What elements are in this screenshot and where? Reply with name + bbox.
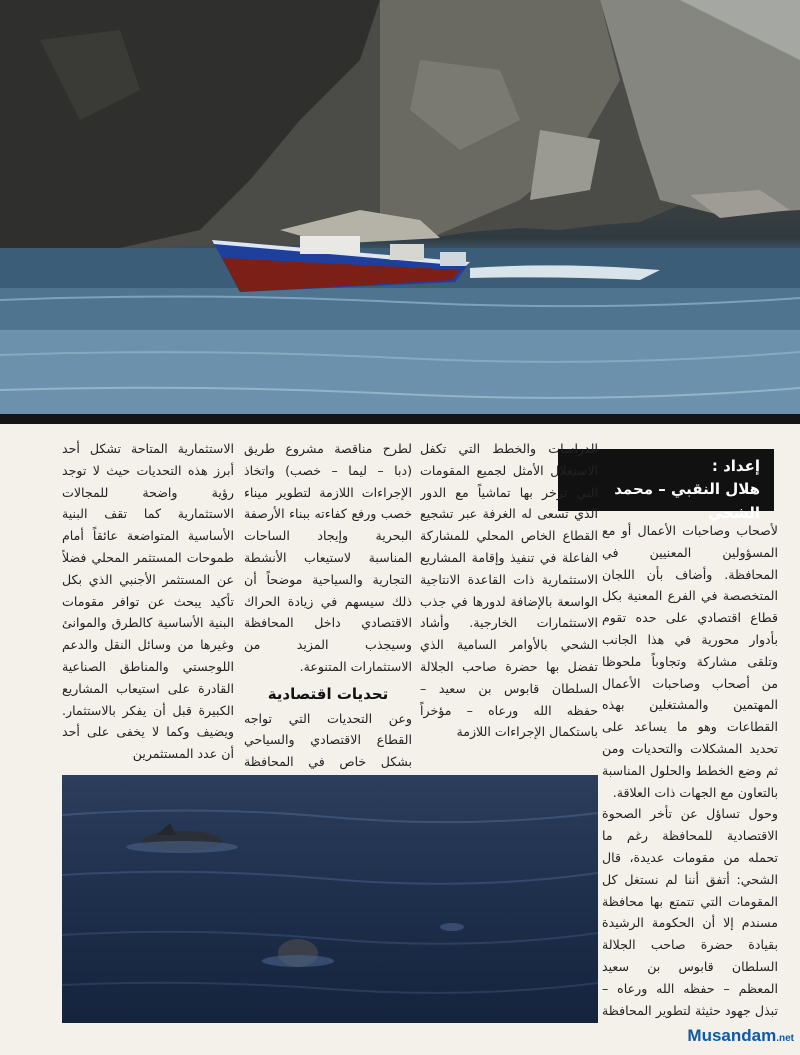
article-column-1: [602, 520, 778, 1025]
hero-illustration: [0, 0, 800, 418]
column-1-paragraph-1: لأصحاب وصاحبات الأعمال أو مع المسؤولين المعنيين في المحافظة. وأضاف بأن اللجان المتخصصة في الفرع المعنية بكل قطاع اقتصادي على حده تقوم بأدوار محورية في هذا الجانب وتلقى مشاركة وتجاوباً ملحوظا من أصحاب وصاحبات الأعمال المهتمين والمشتغلين بهذه القطاعات وهو ما يساعد على تحديد المشكلات والتحديات ومن ثم وضع الخطط والحلول المناسبة بالتعاون مع الجهات ذات العلاقة.: [602, 523, 778, 800]
article-column-2: [420, 438, 598, 773]
article-column-4: [62, 438, 234, 773]
site-brand-logo: [665, 1020, 800, 1052]
brand-name: Musandam: [687, 1026, 777, 1045]
column-3-paragraph-2: وعن التحديات التي تواجه القطاع الاقتصادي والسياحي بشكل خاص في المحافظة: [244, 710, 412, 770]
dolphin-1: [126, 823, 238, 853]
column-1-paragraph-2: وحول تساؤل عن تأخر الصحوة الاقتصادية للمحافظة رغم ما تحمله من مقومات عديدة، قال الشحي: أتفق أننا لم نستغل كل المقومات التي تتمتع بها محافظة مسندم إلا أن الحكومة الرشيدة بقيادة حضرة صاحب الجلالة السلطان قابوس بن سعيد المعظم – حفظه الله ورعاه – تبذل جهود حثيثة لتطوير المحافظة: [602, 806, 778, 1018]
column-3-paragraph-1: لطرح مناقصة مشروع طريق (دبا – ليما – خصب) واتخاذ الإجراءات اللازمة لتطوير ميناء خصب ورفع كفاءته ببناء الأرصفة البحرية وإيجاد الساحات المناسبة لاستيعاب الأنشطة التجارية والسياحية موضحاً أن ذلك سيسهم في زيادة الحراك الاقتصادي داخل المحافظة وسيجذب المزيد من الاستثمارات المتنوعة.: [244, 441, 412, 674]
article-column-3: [244, 438, 412, 773]
credit-prefix: إعداد :: [711, 457, 760, 475]
subheading-economic-challenges: تحديات اقتصادية: [267, 684, 389, 703]
section-divider-bar: [0, 414, 800, 424]
column-4-paragraph-1: الاستثمارية المتاحة تشكل أحد أبرز هذه التحديات حيث لا توجد رؤية واضحة للمجالات الاستثمارية كما تقف البنية الأساسية المتواضعة عائقاً أمام طموحات المستثمر المحلي فضلاً عن المستثمر الأجنبي الذي بكل تأكيد يبحث عن توافر مقومات البنية الأساسية كالطرق والموانئ وغيرها من وسائل النقل والدعم اللوجستي والمناطق الصناعية القادرة على استيعاب المشاريع الكبيرة قبل أن يفكر بالاستثمار. ويضيف وكما لا يخفى على أحد أن عدد المستثمرين: [62, 441, 234, 762]
dolphin-2: [262, 939, 334, 967]
credit-authors: هلال النقبي – محمد الشحي: [614, 480, 760, 522]
column-2-paragraph-1: الدراسات والخطط التي تكفل الاستغلال الأمثل لجميع المقومات التي تزخر بها تماشياً مع الدور الذي تسعى له الغرفة عبر تشجيع القطاع الخاص المحلي للمشاركة الفاعلة في تنفيذ وإقامة المشاريع الاستثمارية ذات القاعدة الانتاجية الواسعة بالإضافة لدورها في جذب الاستثمارات الخارجية. وأشاد الشحي بالأوامر السامية الذي تفضل بها حضرة صاحب الجلالة السلطان قابوس بن سعيد – حفظه الله ورعاه – مؤخراً باستكمال الإجراءات اللازمة: [420, 441, 598, 740]
brand-suffix: .net: [776, 1033, 794, 1044]
dolphins-sea-photo: [62, 775, 598, 1023]
dolphins-illustration: [62, 775, 598, 1023]
hero-photo-boat-cliffs: [0, 0, 800, 418]
